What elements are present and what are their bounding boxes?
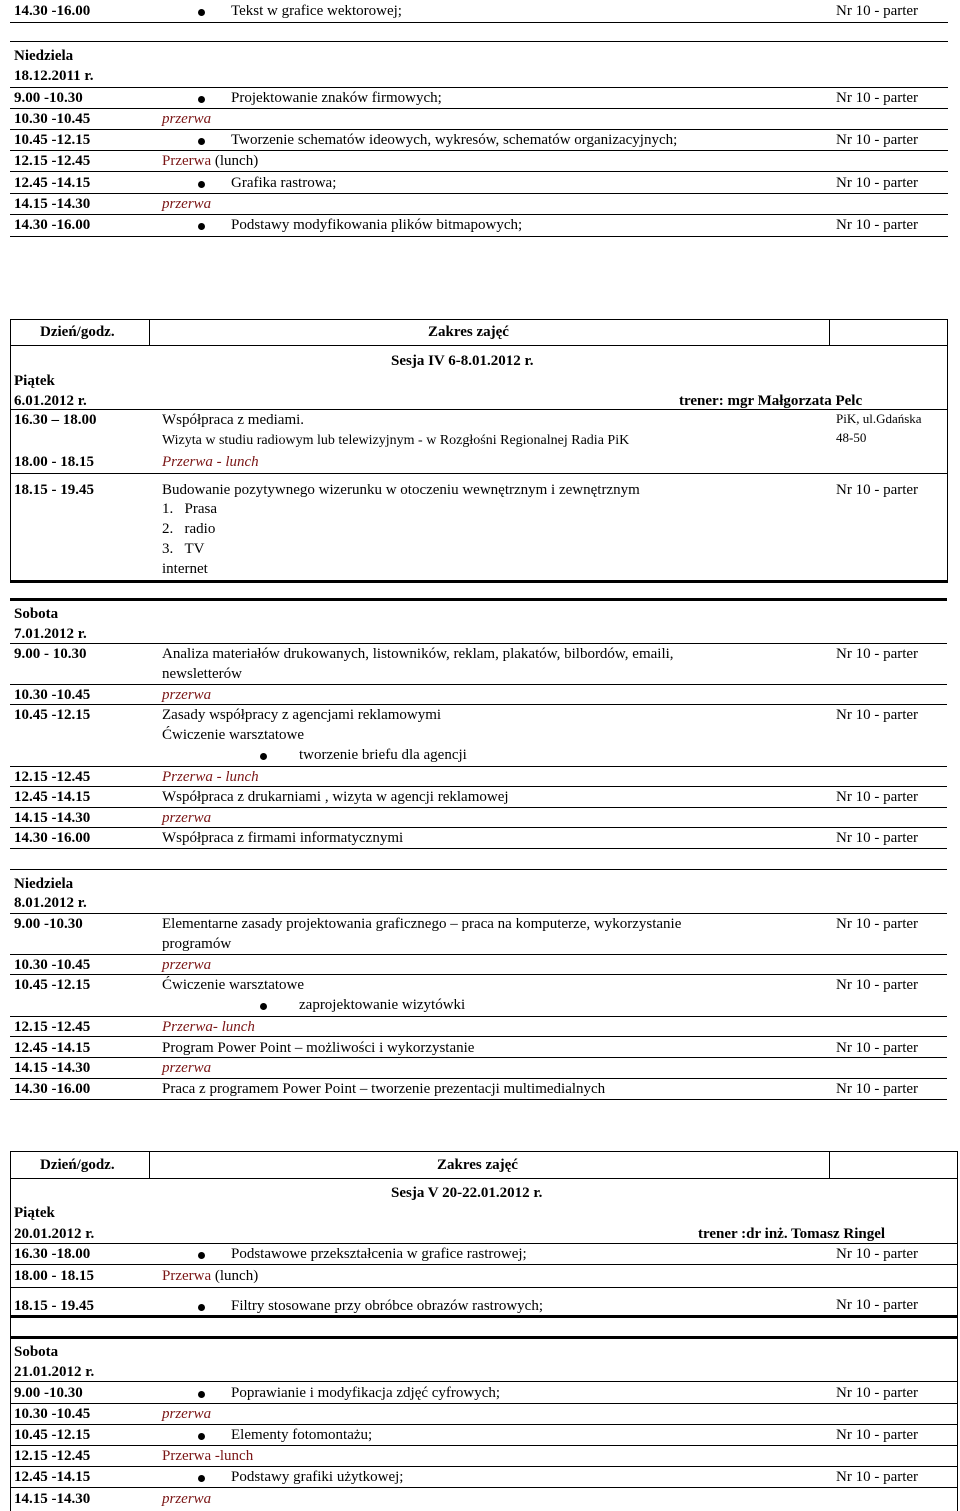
break-label: Przerwa -lunch: [162, 1448, 254, 1464]
column-header-scope: Zakres zajęć: [428, 324, 509, 340]
break-label: Przerwa (lunch): [162, 1268, 259, 1284]
bullet-icon: [198, 9, 205, 16]
divider: [10, 345, 947, 346]
room-cell-detail: 48-50: [836, 430, 867, 445]
time-cell: 12.15 -12.45: [14, 1019, 91, 1035]
topic-cell: Elementy fotomontażu;: [231, 1427, 373, 1443]
date-label: 20.01.2012 r.: [14, 1226, 95, 1242]
room-cell: Nr 10 - parter: [836, 646, 919, 662]
break-label: przerwa: [162, 687, 212, 703]
table-border: [149, 1151, 150, 1179]
time-cell: 9.00 -10.30: [14, 1385, 83, 1401]
list-item: 1. Prasa: [162, 501, 217, 517]
divider: [10, 807, 947, 808]
day-label: Piątek: [14, 1205, 55, 1221]
divider-thick: [10, 598, 947, 601]
bullet-icon: [198, 1252, 205, 1259]
time-cell: 10.30 -10.45: [14, 1406, 91, 1422]
time-cell: 10.30 -10.45: [14, 957, 91, 973]
time-cell: 14.30 -16.00: [14, 217, 91, 233]
time-cell: 18.15 - 19.45: [14, 1298, 94, 1314]
date-label: 8.01.2012 r.: [14, 895, 87, 911]
break-label: przerwa: [162, 196, 212, 212]
divider: [10, 1487, 957, 1488]
time-cell: 12.45 -14.15: [14, 1040, 91, 1056]
table-border: [829, 319, 830, 345]
time-cell: 18.00 - 18.15: [14, 454, 94, 470]
divider: [10, 473, 947, 474]
divider: [10, 1264, 957, 1265]
time-cell: 10.45 -12.15: [14, 132, 91, 148]
divider: [10, 1099, 947, 1100]
bullet-icon: [198, 138, 205, 145]
divider: [10, 1078, 947, 1079]
bullet-icon: [198, 1433, 205, 1440]
date-label: 6.01.2012 r.: [14, 393, 87, 409]
room-cell: PiK, ul.Gdańska: [836, 411, 922, 426]
divider: [10, 869, 947, 870]
divider: [10, 129, 948, 130]
table-border: [957, 1151, 958, 1511]
topic-cell: Elementarne zasady projektowania graficznego – praca na komputerze, wykorzystanie: [162, 916, 682, 932]
break-label: Przerwa (lunch): [162, 153, 259, 169]
divider: [10, 848, 947, 849]
topic-cell: Podstawy grafiki użytkowej;: [231, 1469, 404, 1485]
room-cell: Nr 10 - parter: [836, 1469, 919, 1485]
topic-cell-cont: programów: [162, 936, 232, 952]
room-cell: Nr 10 - parter: [836, 175, 919, 191]
table-border: [10, 319, 947, 320]
list-item: 2. radio: [162, 521, 216, 537]
time-cell: 9.00 -10.30: [14, 916, 83, 932]
time-cell: 14.30 -16.00: [14, 1081, 91, 1097]
bullet-icon: [260, 753, 267, 760]
topic-cell-cont: newsletterów: [162, 666, 242, 682]
room-cell: Nr 10 - parter: [836, 1297, 919, 1313]
column-header-day: Dzień/godz.: [40, 1157, 115, 1173]
break-label: przerwa: [162, 111, 212, 127]
time-cell: 10.45 -12.15: [14, 1427, 91, 1443]
topic-cell: Podstawy modyfikowania plików bitmapowych;: [231, 217, 523, 233]
time-cell: 9.00 - 10.30: [14, 646, 87, 662]
time-cell: 18.15 - 19.45: [14, 482, 94, 498]
time-cell: 14.15 -14.30: [14, 1060, 91, 1076]
break-label: przerwa: [162, 1406, 212, 1422]
topic-cell-item: tworzenie briefu dla agencji: [299, 747, 467, 763]
room-cell: Nr 10 - parter: [836, 1385, 919, 1401]
divider-thick: [10, 580, 947, 583]
bullet-icon: [260, 1003, 267, 1010]
room-cell: Nr 10 - parter: [836, 1427, 919, 1443]
divider: [10, 974, 947, 975]
room-cell: Nr 10 - parter: [836, 707, 919, 723]
bullet-icon: [198, 1391, 205, 1398]
divider: [10, 193, 948, 194]
table-border: [10, 1151, 957, 1152]
topic-cell: Zasady współpracy z agencjami reklamowymi: [162, 707, 442, 723]
room-cell: Nr 10 - parter: [836, 1040, 919, 1056]
break-label: przerwa: [162, 810, 212, 826]
topic-cell: Współpraca z mediami.: [162, 412, 305, 428]
room-cell: Nr 10 - parter: [836, 132, 919, 148]
divider: [10, 827, 947, 828]
divider: [10, 643, 947, 644]
topic-cell: Grafika rastrowa;: [231, 175, 337, 191]
room-cell: Nr 10 - parter: [836, 1081, 919, 1097]
day-label: Niedziela: [14, 876, 74, 892]
topic-cell: Współpraca z drukarniami , wizyta w agencji reklamowej: [162, 789, 509, 805]
bullet-icon: [198, 1475, 205, 1482]
topic-cell: Tekst w grafice wektorowej;: [231, 3, 402, 19]
time-cell: 10.30 -10.45: [14, 111, 91, 127]
divider: [10, 766, 947, 767]
topic-cell: Podstawowe przekształcenia w grafice rastrowej;: [231, 1246, 527, 1262]
topic-cell-item: zaprojektowanie wizytówki: [299, 997, 466, 1013]
time-cell: 14.15 -14.30: [14, 196, 91, 212]
session-title: Sesja V 20-22.01.2012 r.: [391, 1185, 543, 1201]
topic-cell: Program Power Point – możliwości i wykorzystanie: [162, 1040, 475, 1056]
divider: [10, 684, 947, 685]
topic-cell: Ćwiczenie warsztatowe: [162, 977, 305, 993]
divider: [10, 786, 947, 787]
divider: [10, 1178, 957, 1179]
divider: [10, 1424, 957, 1425]
column-header-scope: Zakres zajęć: [437, 1157, 518, 1173]
time-cell: 12.45 -14.15: [14, 175, 91, 191]
time-cell: 12.15 -12.45: [14, 153, 91, 169]
divider: [10, 1057, 947, 1058]
bullet-icon: [198, 181, 205, 188]
time-cell: 10.45 -12.15: [14, 707, 91, 723]
divider: [10, 1243, 957, 1244]
topic-cell: Projektowanie znaków firmowych;: [231, 90, 442, 106]
date-label: 18.12.2011 r.: [14, 68, 94, 84]
divider-thick: [10, 1315, 957, 1318]
time-cell: 16.30 -18.00: [14, 1246, 91, 1262]
room-cell: Nr 10 - parter: [836, 916, 919, 932]
bullet-icon: [198, 223, 205, 230]
time-cell: 16.30 – 18.00: [14, 412, 97, 428]
time-cell: 18.00 - 18.15: [14, 1268, 94, 1284]
time-cell: 10.45 -12.15: [14, 977, 91, 993]
session-title: Sesja IV 6-8.01.2012 r.: [391, 353, 534, 369]
divider: [10, 704, 947, 705]
break-label: przerwa: [162, 957, 212, 973]
room-cell: Nr 10 - parter: [836, 977, 919, 993]
break-label: Przerwa- lunch: [162, 1019, 255, 1035]
divider: [10, 108, 948, 109]
table-border: [149, 319, 150, 345]
divider: [10, 954, 947, 955]
table-border: [10, 1151, 11, 1511]
table-border: [10, 319, 11, 583]
column-header-day: Dzień/godz.: [40, 324, 115, 340]
divider: [10, 409, 947, 410]
divider: [10, 236, 948, 237]
date-label: 21.01.2012 r.: [14, 1364, 95, 1380]
break-label: Przerwa - lunch: [162, 769, 259, 785]
room-cell: Nr 10 - parter: [836, 482, 919, 498]
time-cell: 12.45 -14.15: [14, 1469, 91, 1485]
day-label: Piątek: [14, 373, 55, 389]
divider: [10, 1403, 957, 1404]
time-cell: 14.30 -16.00: [14, 830, 91, 846]
time-cell: 14.15 -14.30: [14, 1491, 91, 1507]
divider: [10, 1381, 957, 1382]
trainer-label: trener: mgr Małgorzata Pelc: [679, 393, 863, 409]
date-label: 7.01.2012 r.: [14, 626, 87, 642]
divider: [10, 913, 947, 914]
divider: [10, 1036, 947, 1037]
divider: [10, 1445, 957, 1446]
trainer-label: trener :dr inż. Tomasz Ringel: [698, 1226, 886, 1242]
divider: [10, 41, 948, 42]
room-cell: Nr 10 - parter: [836, 1246, 919, 1262]
divider: [10, 171, 948, 172]
day-label: Niedziela: [14, 48, 74, 64]
topic-cell: Współpraca z firmami informatycznymi: [162, 830, 404, 846]
list-item: 3. TV: [162, 541, 205, 557]
divider: [10, 22, 948, 23]
time-cell: 12.45 -14.15: [14, 789, 91, 805]
room-cell: Nr 10 - parter: [836, 830, 919, 846]
break-label: Przerwa - lunch: [162, 454, 259, 470]
room-cell: Nr 10 - parter: [836, 217, 919, 233]
divider: [10, 214, 948, 215]
time-cell: 10.30 -10.45: [14, 687, 91, 703]
divider: [10, 87, 948, 88]
day-label: Sobota: [14, 1344, 59, 1360]
break-label: przerwa: [162, 1060, 212, 1076]
break-label: przerwa: [162, 1491, 212, 1507]
topic-cell: Budowanie pozytywnego wizerunku w otoczeniu wewnętrznym i zewnętrznym: [162, 482, 640, 498]
topic-cell: Poprawianie i modyfikacja zdjęć cyfrowych;: [231, 1385, 501, 1401]
time-cell: 14.15 -14.30: [14, 810, 91, 826]
topic-cell-cont: Ćwiczenie warsztatowe: [162, 727, 305, 743]
topic-cell: Tworzenie schematów ideowych, wykresów, schematów organizacyjnych;: [231, 132, 678, 148]
list-item: internet: [162, 561, 208, 577]
divider: [10, 1016, 947, 1017]
divider: [10, 150, 948, 151]
time-cell: 14.30 -16.00: [14, 3, 91, 19]
time-cell: 12.15 -12.45: [14, 769, 91, 785]
bullet-icon: [198, 1304, 205, 1311]
room-cell: Nr 10 - parter: [836, 3, 919, 19]
room-cell: Nr 10 - parter: [836, 789, 919, 805]
time-cell: 12.15 -12.45: [14, 1448, 91, 1464]
time-cell: 9.00 -10.30: [14, 90, 83, 106]
topic-cell: Analiza materiałów drukowanych, listowników, reklam, plakatów, bilbordów, emaili,: [162, 646, 674, 662]
table-border: [947, 319, 948, 583]
topic-cell: Praca z programem Power Point – tworzenie prezentacji multimedialnych: [162, 1081, 606, 1097]
topic-cell-detail: Wizyta w studiu radiowym lub telewizyjnym - w Rozgłośni Regionalnej Radia PiK: [162, 433, 630, 448]
topic-cell: Filtry stosowane przy obróbce obrazów rastrowych;: [231, 1298, 543, 1314]
day-label: Sobota: [14, 606, 59, 622]
divider-thick: [10, 1336, 957, 1339]
bullet-icon: [198, 96, 205, 103]
divider: [10, 1287, 957, 1288]
divider: [10, 1466, 957, 1467]
room-cell: Nr 10 - parter: [836, 90, 919, 106]
table-border: [829, 1151, 830, 1179]
